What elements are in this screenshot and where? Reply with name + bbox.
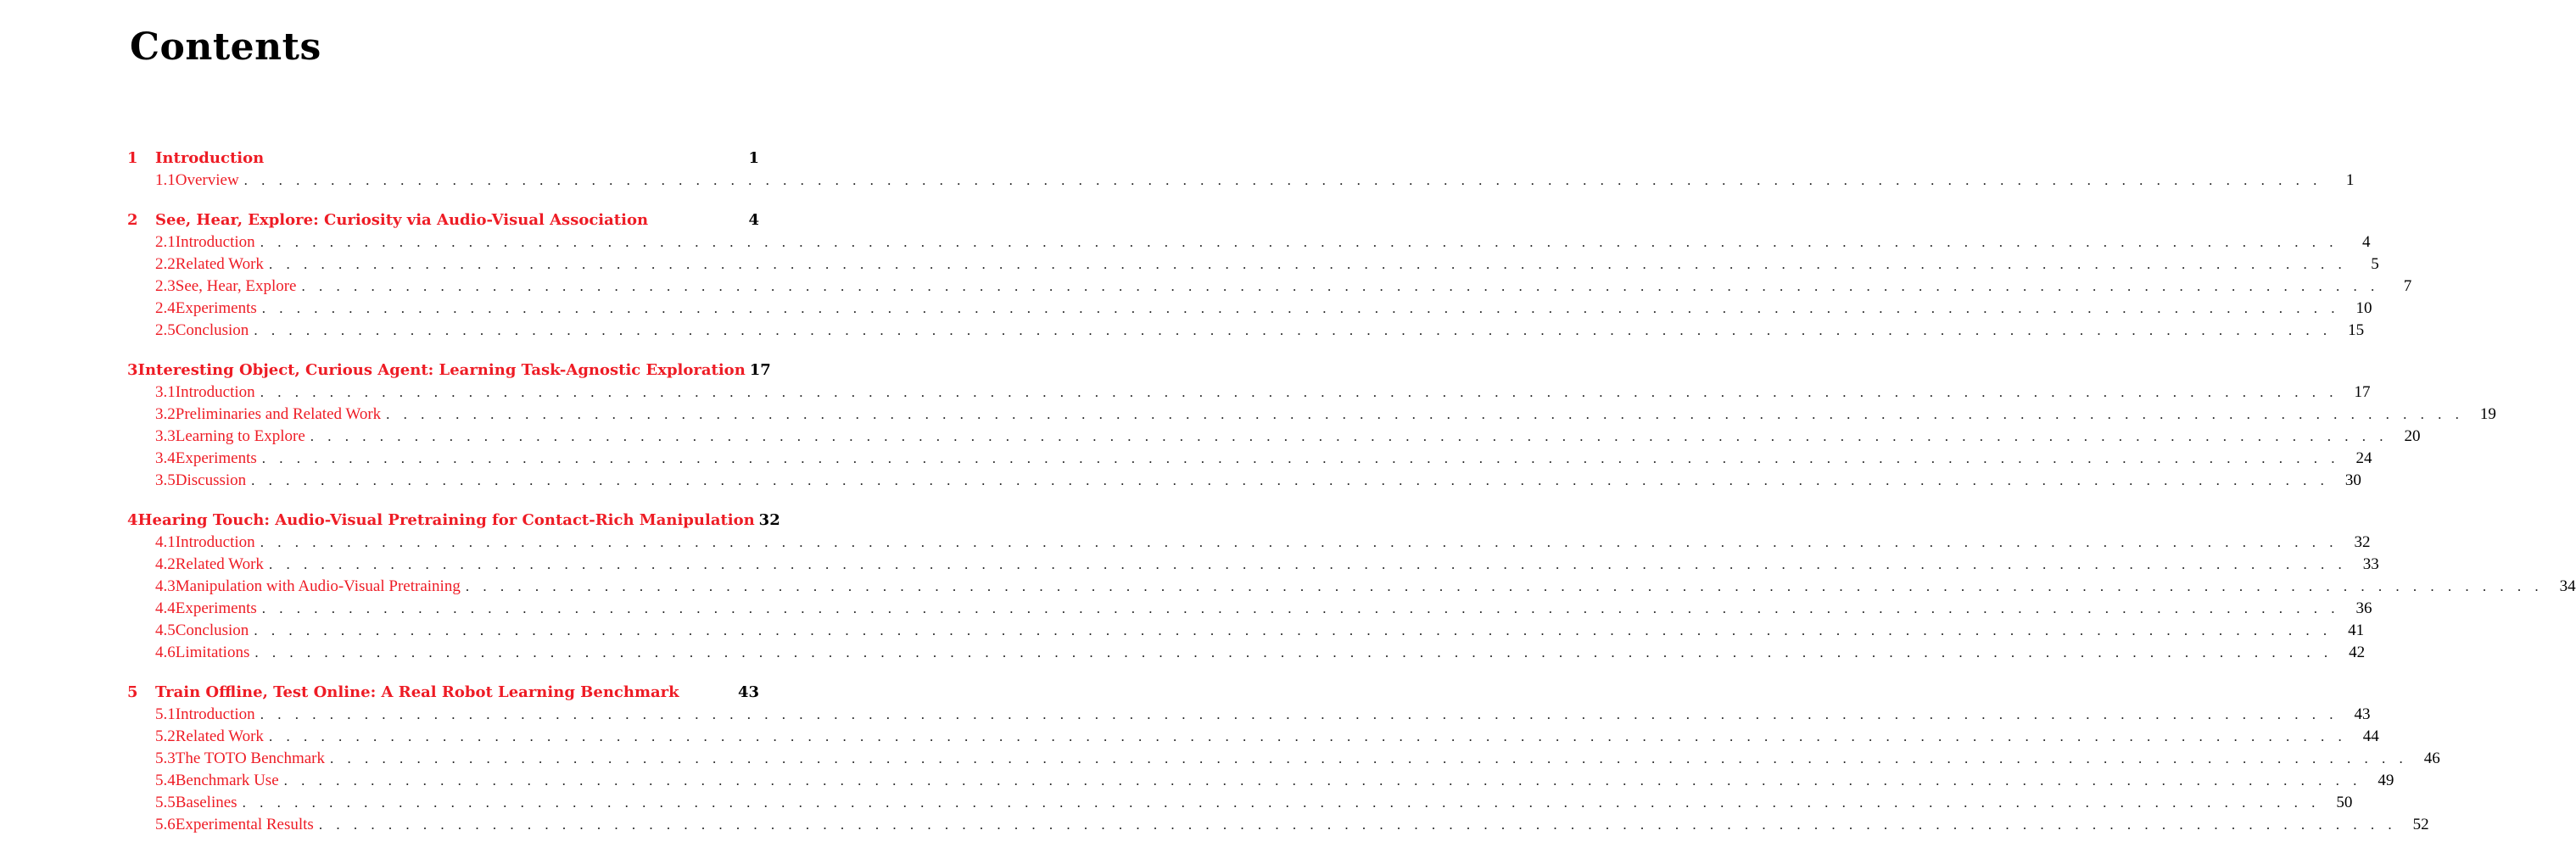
section-title-link[interactable]: Experiments	[175, 449, 257, 467]
section-page-number: 52	[2412, 816, 2429, 833]
dot-leader: . . . . . . . . . . . . . . . . . . . . . . . . . . . . . . . . . . . . . . . . . . . . . . . . . . . . . . . . . . . . . . . . . . . . . . . . . . . . . . . . . . . . . . . . . . . . . . . . . . . . . . . . . . . . . . . . . . . . . . . .	[268, 256, 2347, 272]
section-title-link[interactable]: Related Work	[175, 727, 264, 745]
section-title-link[interactable]: Learning to Explore	[175, 427, 305, 445]
page-title: Contents	[130, 25, 321, 69]
section-page-number: 34	[2559, 577, 2576, 595]
dot-leader: . . . . . . . . . . . . . . . . . . . . . . . . . . . . . . . . . . . . . . . . . . . . . . . . . . . . . . . . . . . . . . . . . . . . . . . . . . . . . . . . . . . . . . . . . . . . . . . . . . . . . . . . . . . . . . . . . . . . . . . .	[386, 406, 2464, 422]
section-number: 2.2	[155, 255, 176, 273]
dot-leader: . . . . . . . . . . . . . . . . . . . . . . . . . . . . . . . . . . . . . . . . . . . . . . . . . . . . . . . . . . . . . . . . . . . . . . . . . . . . . . . . . . . . . . . . . . . . . . . . . . . . . . . . . . . . . . . . . . . . . . . .	[260, 534, 2339, 550]
section-title-link[interactable]: See, Hear, Explore	[175, 277, 297, 295]
section-number: 2.5	[155, 321, 176, 339]
section-page-number: 20	[2404, 427, 2421, 445]
toc-chapter	[127, 149, 2355, 193]
chapter-title-link[interactable]: Train Offline, Test Online: A Real Robot Learning Benchmark	[155, 683, 679, 701]
dot-leader: . . . . . . . . . . . . . . . . . . . . . . . . . . . . . . . . . . . . . . . . . . . . . . . . . . . . . . . . . . . . . . . . . . . . . . . . . . . . . . . . . . . . . . . . . . . . . . . . . . . . . . . . . . . . . . . . . . . . . . . .	[283, 772, 2362, 788]
section-number: 4.4	[155, 599, 176, 617]
section-title-link[interactable]: Introduction	[175, 705, 255, 723]
section-title-link[interactable]: Introduction	[175, 383, 255, 401]
chapter-entry[interactable]	[127, 511, 780, 533]
section-entry[interactable]	[127, 299, 2372, 321]
section-number: 1.1	[155, 171, 176, 189]
section-number: 5.6	[155, 816, 176, 833]
dot-leader: . . . . . . . . . . . . . . . . . . . . . . . . . . . . . . . . . . . . . . . . . . . . . . . . . . . . . . . . . . . . . . . . . . . . . . . . . . . . . . . . . . . . . . . . . . . . . . . . . . . . . . . . . . . . . . . . . . . . . . . .	[310, 428, 2389, 444]
chapter-title-link[interactable]: See, Hear, Explore: Curiosity via Audio-Visual Association	[155, 211, 649, 229]
section-number: 5.3	[155, 749, 176, 767]
chapter-entry[interactable]	[127, 149, 759, 171]
chapter-page-number: 32	[758, 511, 780, 529]
chapter-page-number: 17	[749, 361, 771, 379]
section-entry[interactable]	[127, 233, 2371, 255]
section-entry[interactable]	[127, 449, 2372, 471]
section-number: 5.2	[155, 727, 176, 745]
section-entry[interactable]	[127, 277, 2412, 299]
section-number: 5.4	[155, 772, 176, 789]
section-page-number: 46	[2423, 749, 2440, 767]
dot-leader: . . . . . . . . . . . . . . . . . . . . . . . . . . . . . . . . . . . . . . . . . . . . . . . . . . . . . . . . . . . . . . . . . . . . . . . . . . . . . . . . . . . . . . . . . . . . . . . . . . . . . . . . . . . . . . . . . . . . . . . .	[260, 706, 2339, 722]
section-page-number: 43	[2354, 705, 2371, 723]
section-title-link[interactable]: Overview	[175, 171, 239, 189]
dot-leader: . . . . . . . . . . . . . . . . . . . . . . . . . . . . . . . . . . . . . . . . . . . . . . . . . . . . . . . . . . . . . . . . . . . . . . . . . . . . . . . . . . . . . . . . . . . . . . . . . . . . . . . . . . . . . . . . . . . . . . . .	[268, 728, 2347, 744]
dot-leader: . . . . . . . . . . . . . . . . . . . . . . . . . . . . . . . . . . . . . . . . . . . . . . . . . . . . . . . . . . . . . . . . . . . . . . . . . . . . . . . . . . . . . . . . . . . . . . . . . . . . . . . . . . . . . . . . . . . . . . . .	[254, 322, 2333, 338]
section-entry[interactable]	[127, 255, 2379, 277]
section-entry[interactable]	[127, 383, 2371, 405]
chapter-number: 3	[127, 361, 138, 379]
chapter-entry[interactable]	[127, 683, 759, 705]
dot-leader: . . . . . . . . . . . . . . . . . . . . . . . . . . . . . . . . . . . . . . . . . . . . . . . . . . . . . . . . . . . . . . . . . . . . . . . . . . . . . . . . . . . . . . . . . . . . . . . . . . . . . . . . . . . . . . . . . . . . . . . .	[242, 794, 2321, 811]
section-title-link[interactable]: Discussion	[175, 471, 247, 489]
section-title-link[interactable]: Limitations	[175, 644, 250, 661]
section-entry[interactable]	[127, 727, 2379, 749]
section-entry[interactable]	[127, 577, 2576, 599]
section-page-number: 7	[2403, 277, 2412, 295]
table-of-contents	[127, 149, 2576, 838]
section-page-number: 42	[2349, 644, 2366, 661]
chapter-entry[interactable]	[127, 361, 771, 383]
section-page-number: 33	[2362, 555, 2379, 573]
dot-leader: . . . . . . . . . . . . . . . . . . . . . . . . . . . . . . . . . . . . . . . . . . . . . . . . . . . . . . . . . . . . . . . . . . . . . . . . . . . . . . . . . . . . . . . . . . . . . . . . . . . . . . . . . . . . . . . . . . . . . . . .	[260, 234, 2339, 250]
section-page-number: 50	[2336, 794, 2353, 811]
section-title-link[interactable]: Preliminaries and Related Work	[175, 405, 382, 423]
section-title-link[interactable]: Conclusion	[175, 321, 249, 339]
section-entry[interactable]	[127, 533, 2371, 555]
chapter-title-link[interactable]: Hearing Touch: Audio-Visual Pretraining for Contact-Rich Manipulation	[137, 511, 755, 529]
toc-chapter	[127, 511, 2576, 666]
section-title-link[interactable]: Related Work	[175, 255, 264, 273]
section-entry[interactable]	[127, 705, 2371, 727]
section-page-number: 15	[2348, 321, 2365, 339]
chapter-number: 2	[127, 211, 138, 229]
section-number: 3.2	[155, 405, 176, 423]
section-entry[interactable]	[127, 794, 2353, 816]
dot-leader: . . . . . . . . . . . . . . . . . . . . . . . . . . . . . . . . . . . . . . . . . . . . . . . . . . . . . . . . . . . . . . . . . . . . . . . . . . . . . . . . . . . . . . . . . . . . . . . . . . . . . . . . . . . . . . . . . . . . . . . .	[465, 578, 2544, 594]
section-title-link[interactable]: Introduction	[175, 533, 255, 551]
section-entry[interactable]	[127, 644, 2366, 666]
section-number: 4.3	[155, 577, 176, 595]
section-entry[interactable]	[127, 599, 2372, 621]
section-number: 3.4	[155, 449, 176, 467]
section-number: 2.3	[155, 277, 176, 295]
chapter-title-link[interactable]: Interesting Object, Curious Agent: Learning Task-Agnostic Exploration	[137, 361, 746, 379]
section-page-number: 10	[2355, 299, 2372, 317]
section-number: 3.1	[155, 383, 176, 401]
section-title-link[interactable]: Conclusion	[175, 621, 249, 639]
section-entry[interactable]	[127, 171, 2355, 193]
section-page-number: 19	[2479, 405, 2496, 423]
chapter-number: 4	[127, 511, 138, 529]
section-page-number: 36	[2355, 599, 2372, 617]
section-title-link[interactable]: The TOTO Benchmark	[175, 749, 325, 767]
section-title-link[interactable]: Experiments	[175, 299, 257, 317]
section-number: 5.1	[155, 705, 176, 723]
dot-leader: . . . . . . . . . . . . . . . . . . . . . . . . . . . . . . . . . . . . . . . . . . . . . . . . . . . . . . . . . . . . . . . . . . . . . . . . . . . . . . . . . . . . . . . . . . . . . . . . . . . . . . . . . . . . . . . . . . . . . . . .	[254, 622, 2333, 638]
dot-leader: . . . . . . . . . . . . . . . . . . . . . . . . . . . . . . . . . . . . . . . . . . . . . . . . . . . . . . . . . . . . . . . . . . . . . . . . . . . . . . . . . . . . . . . . . . . . . . . . . . . . . . . . . . . . . . . . . . . . . . . .	[330, 750, 2408, 766]
section-entry[interactable]	[127, 772, 2394, 794]
section-title-link[interactable]: Experimental Results	[175, 816, 314, 833]
toc-chapter	[127, 211, 2412, 343]
section-page-number: 24	[2355, 449, 2372, 467]
section-entry[interactable]	[127, 427, 2421, 449]
section-page-number: 32	[2354, 533, 2371, 551]
section-number: 4.5	[155, 621, 176, 639]
section-title-link[interactable]: Manipulation with Audio-Visual Pretraining	[175, 577, 461, 595]
section-number: 2.1	[155, 233, 176, 251]
section-number: 4.6	[155, 644, 176, 661]
section-entry[interactable]	[127, 555, 2379, 577]
dot-leader: . . . . . . . . . . . . . . . . . . . . . . . . . . . . . . . . . . . . . . . . . . . . . . . . . . . . . . . . . . . . . . . . . . . . . . . . . . . . . . . . . . . . . . . . . . . . . . . . . . . . . . . . . . . . . . . . . . . . . . . .	[318, 816, 2397, 833]
dot-leader: . . . . . . . . . . . . . . . . . . . . . . . . . . . . . . . . . . . . . . . . . . . . . . . . . . . . . . . . . . . . . . . . . . . . . . . . . . . . . . . . . . . . . . . . . . . . . . . . . . . . . . . . . . . . . . . . . . . . . . . .	[268, 556, 2347, 572]
section-number: 3.5	[155, 471, 176, 489]
dot-leader: . . . . . . . . . . . . . . . . . . . . . . . . . . . . . . . . . . . . . . . . . . . . . . . . . . . . . . . . . . . . . . . . . . . . . . . . . . . . . . . . . . . . . . . . . . . . . . . . . . . . . . . . . . . . . . . . . . . . . . . .	[261, 300, 2340, 316]
dot-leader: . . . . . . . . . . . . . . . . . . . . . . . . . . . . . . . . . . . . . . . . . . . . . . . . . . . . . . . . . . . . . . . . . . . . . . . . . . . . . . . . . . . . . . . . . . . . . . . . . . . . . . . . . . . . . . . . . . . . . . . .	[251, 472, 2329, 488]
section-title-link[interactable]: Experiments	[175, 599, 257, 617]
chapter-page-number: 43	[737, 683, 759, 701]
section-page-number: 30	[2344, 471, 2361, 489]
section-entry[interactable]	[127, 321, 2365, 343]
section-entry[interactable]	[127, 405, 2496, 427]
section-entry[interactable]	[127, 816, 2429, 838]
chapter-number: 1	[127, 149, 138, 167]
chapter-title-link[interactable]: Introduction	[155, 149, 265, 167]
toc-chapter	[127, 683, 2440, 838]
section-number: 4.2	[155, 555, 176, 573]
dot-leader: . . . . . . . . . . . . . . . . . . . . . . . . . . . . . . . . . . . . . . . . . . . . . . . . . . . . . . . . . . . . . . . . . . . . . . . . . . . . . . . . . . . . . . . . . . . . . . . . . . . . . . . . . . . . . . . . . . . . . . . .	[254, 644, 2333, 660]
section-entry[interactable]	[127, 471, 2361, 493]
section-page-number: 44	[2362, 727, 2379, 745]
dot-leader: . . . . . . . . . . . . . . . . . . . . . . . . . . . . . . . . . . . . . . . . . . . . . . . . . . . . . . . . . . . . . . . . . . . . . . . . . . . . . . . . . . . . . . . . . . . . . . . . . . . . . . . . . . . . . . . . . . . . . . . .	[261, 450, 2340, 466]
section-page-number: 41	[2348, 621, 2365, 639]
dot-leader: . . . . . . . . . . . . . . . . . . . . . . . . . . . . . . . . . . . . . . . . . . . . . . . . . . . . . . . . . . . . . . . . . . . . . . . . . . . . . . . . . . . . . . . . . . . . . . . . . . . . . . . . . . . . . . . . . . . . . . . .	[243, 172, 2322, 188]
dot-leader: . . . . . . . . . . . . . . . . . . . . . . . . . . . . . . . . . . . . . . . . . . . . . . . . . . . . . . . . . . . . . . . . . . . . . . . . . . . . . . . . . . . . . . . . . . . . . . . . . . . . . . . . . . . . . . . . . . . . . . . .	[261, 600, 2340, 616]
chapter-number: 5	[127, 683, 138, 701]
section-entry[interactable]	[127, 621, 2365, 644]
section-page-number: 4	[2361, 233, 2371, 251]
section-number: 4.1	[155, 533, 176, 551]
chapter-entry[interactable]	[127, 211, 759, 233]
section-title-link[interactable]: Introduction	[175, 233, 255, 251]
section-title-link[interactable]: Baselines	[175, 794, 237, 811]
section-title-link[interactable]: Benchmark Use	[175, 772, 279, 789]
toc-chapter	[127, 361, 2496, 493]
chapter-page-number: 1	[748, 149, 759, 167]
section-page-number: 1	[2345, 171, 2355, 189]
section-entry[interactable]	[127, 749, 2440, 772]
dot-leader: . . . . . . . . . . . . . . . . . . . . . . . . . . . . . . . . . . . . . . . . . . . . . . . . . . . . . . . . . . . . . . . . . . . . . . . . . . . . . . . . . . . . . . . . . . . . . . . . . . . . . . . . . . . . . . . . . . . . . . . .	[260, 384, 2339, 400]
section-number: 2.4	[155, 299, 176, 317]
section-page-number: 5	[2371, 255, 2379, 273]
section-page-number: 17	[2354, 383, 2371, 401]
section-title-link[interactable]: Related Work	[175, 555, 264, 573]
section-number: 5.5	[155, 794, 176, 811]
dot-leader: . . . . . . . . . . . . . . . . . . . . . . . . . . . . . . . . . . . . . . . . . . . . . . . . . . . . . . . . . . . . . . . . . . . . . . . . . . . . . . . . . . . . . . . . . . . . . . . . . . . . . . . . . . . . . . . . . . . . . . . .	[301, 278, 2380, 294]
chapter-page-number: 4	[748, 211, 759, 229]
section-page-number: 49	[2378, 772, 2394, 789]
section-number: 3.3	[155, 427, 176, 445]
